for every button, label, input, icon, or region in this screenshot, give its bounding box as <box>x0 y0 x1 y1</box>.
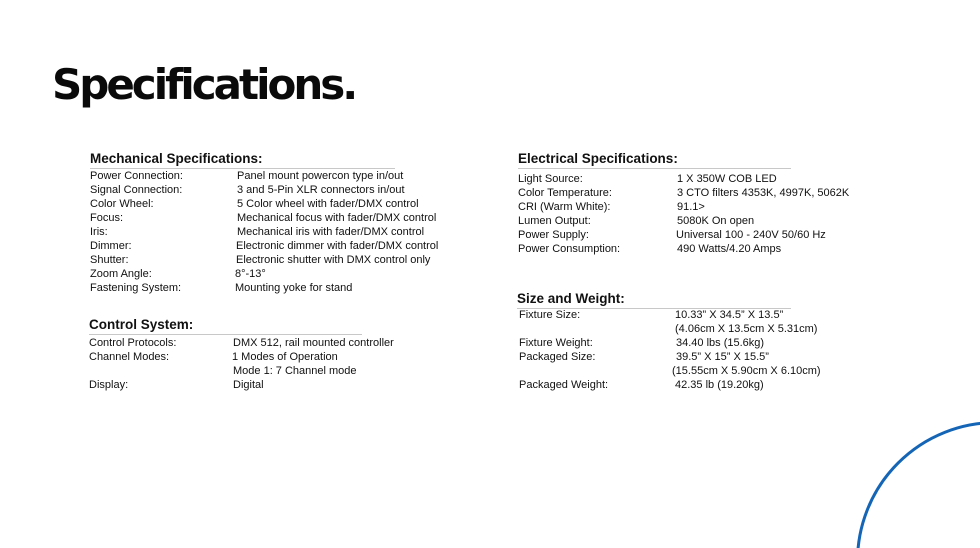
spec-value: 5 Color wheel with fader/DMX control <box>237 198 419 210</box>
section-divider <box>89 334 362 335</box>
spec-label: Color Wheel: <box>90 198 154 210</box>
spec-label: Packaged Weight: <box>519 379 609 391</box>
spec-value: (15.55cm X 5.90cm X 6.10cm) <box>672 365 821 377</box>
spec-value: 3 CTO filters 4353K, 4997K, 5062K <box>677 187 850 199</box>
spec-value: 490 Watts/4.20 Amps <box>677 243 782 255</box>
spec-label: Shutter: <box>90 254 129 266</box>
spec-label: Power Consumption: <box>518 243 621 255</box>
section-divider <box>518 168 791 169</box>
spec-label: Power Supply: <box>518 229 589 241</box>
spec-label: Color Temperature: <box>518 187 612 199</box>
spec-value: (4.06cm X 13.5cm X 5.31cm) <box>675 323 818 335</box>
spec-label: Fixture Weight: <box>519 337 593 349</box>
spec-value: 10.33” X 34.5” X 13.5” <box>675 309 784 321</box>
control-system-section <box>89 317 394 391</box>
spec-value: Digital <box>233 379 264 391</box>
size-and-weight-section <box>517 291 821 391</box>
electrical-specifications-heading: Electrical Specifications: <box>518 151 678 166</box>
spec-value: 5080K On open <box>677 215 755 227</box>
spec-label: Fastening System: <box>90 282 182 294</box>
spec-label: Zoom Angle: <box>90 268 152 280</box>
page-title: Specifications. <box>52 60 356 109</box>
spec-value: Mechanical iris with fader/DMX control <box>237 226 425 238</box>
spec-label: Fixture Size: <box>519 309 581 321</box>
spec-value: 42.35 lb (19.20kg) <box>675 379 764 391</box>
spec-label: CRI (Warm White): <box>518 201 611 213</box>
spec-value: 8°-13° <box>235 268 266 280</box>
spec-value: Panel mount powercon type in/out <box>237 170 404 182</box>
mechanical-specifications-heading: Mechanical Specifications: <box>90 151 263 166</box>
spec-value: Electronic shutter with DMX control only <box>236 254 431 266</box>
control-system-heading: Control System: <box>89 317 194 332</box>
spec-label: Lumen Output: <box>518 215 591 227</box>
spec-value: Mode 1: 7 Channel mode <box>233 365 357 377</box>
spec-value: 1 Modes of Operation <box>232 351 338 363</box>
spec-label: Focus: <box>90 212 124 224</box>
spec-value: 91.1> <box>677 201 705 213</box>
spec-label: Power Connection: <box>90 170 183 182</box>
spec-label: Display: <box>89 379 129 391</box>
spec-value: 3 and 5-Pin XLR connectors in/out <box>237 184 405 196</box>
spec-label: Signal Connection: <box>90 184 183 196</box>
spec-value: Universal 100 - 240V 50/60 Hz <box>676 229 826 241</box>
spec-value: 34.40 lbs (15.6kg) <box>676 337 765 349</box>
size-and-weight-heading: Size and Weight: <box>517 291 625 306</box>
mechanical-specifications-section <box>90 151 439 294</box>
spec-value: DMX 512, rail mounted controller <box>233 337 394 349</box>
section-divider <box>90 168 395 169</box>
spec-label: Channel Modes: <box>89 351 170 363</box>
spec-label: Iris: <box>90 226 108 238</box>
spec-label: Dimmer: <box>90 240 132 252</box>
spec-label: Packaged Size: <box>519 351 596 363</box>
spec-value: 1 X 350W COB LED <box>677 173 777 185</box>
spec-value: Mechanical focus with fader/DMX control <box>237 212 437 224</box>
decorative-circle-arc <box>856 421 980 548</box>
spec-value: 39.5” X 15” X 15.5” <box>676 351 769 363</box>
spec-label: Control Protocols: <box>89 337 177 349</box>
spec-label: Light Source: <box>518 173 583 185</box>
electrical-specifications-section <box>518 151 850 255</box>
spec-value: Mounting yoke for stand <box>235 282 353 294</box>
spec-value: Electronic dimmer with fader/DMX control <box>236 240 439 252</box>
